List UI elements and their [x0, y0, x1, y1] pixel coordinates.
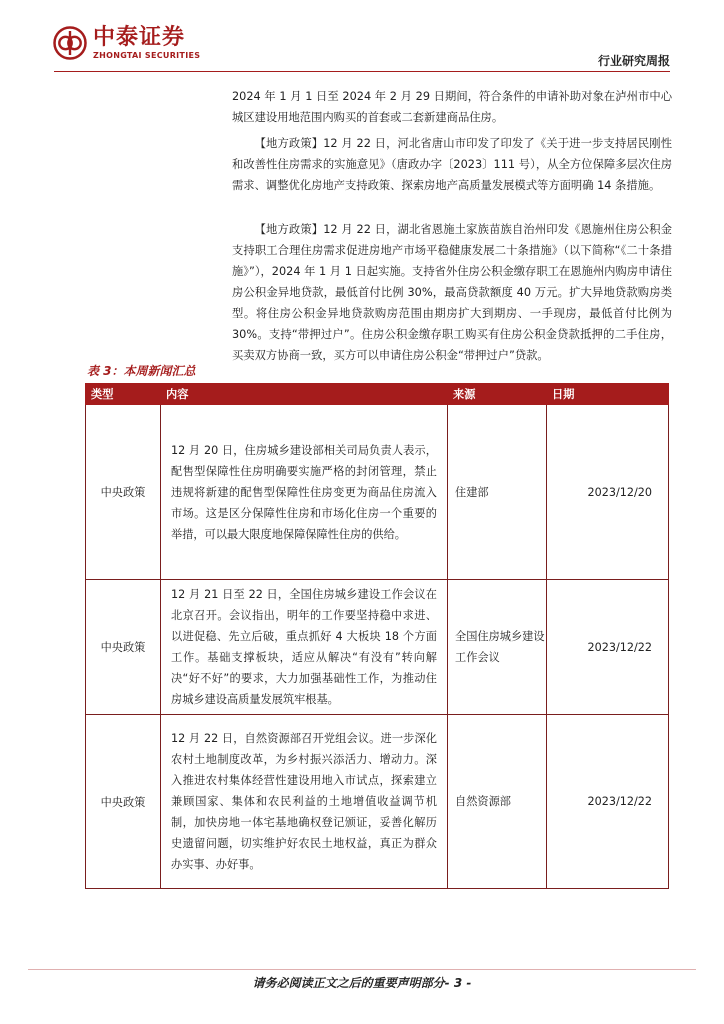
- zhongtai-logo-icon: [53, 26, 87, 60]
- table-row: [86, 580, 669, 715]
- footer-divider: [28, 969, 696, 970]
- table-row: [86, 405, 669, 580]
- cell-source: 住建部: [448, 405, 547, 580]
- brand-name-cn: 中泰证券: [93, 24, 186, 50]
- cell-type: 中央政策: [86, 405, 161, 580]
- cell-date: 2023/12/22: [547, 715, 669, 889]
- footer-disclaimer: 请务必阅读正文之后的重要声明部分- 3 -: [252, 976, 472, 990]
- column-header-type: 类型: [86, 384, 161, 405]
- brand-name-en: ZHONGTAI SECURITIES: [93, 50, 201, 60]
- cell-date: 2023/12/22: [547, 580, 669, 715]
- header-divider: [54, 71, 670, 72]
- table-title: 表 3：本周新闻汇总: [87, 364, 196, 378]
- column-header-content: 内容: [161, 384, 448, 405]
- column-header-date: 日期: [547, 384, 669, 405]
- cell-date: 2023/12/20: [547, 405, 669, 580]
- brand-logo: [53, 26, 200, 60]
- body-paragraph: 【地方政策】12 月 22 日，湖北省恩施土家族苗族自治州印发《恩施州住房公积金支持职工合理住房需求促进房地产市场平稳健康发展二十条措施》（以下简称“《二十条措施》”），2024 年 1 月 1 日起实施。支持省外住房公积金缴存职工在恩施州内购房申请住房公积金异地贷款，最低首付比例 30%，最高贷款额度 40 万元。扩大异地贷款购房类型。将住房公积金异地贷款购房范围由期房扩大到期房、一手现房，最低首付比例为 30%。支持“带押过户”。住房公积金缴存职工购买有住房公积金贷款抵押的二手住房，买卖双方协商一致，买方可以申请住房公积金“带押过户”贷款。: [232, 223, 672, 362]
- body-paragraph: 【地方政策】12 月 22 日，河北省唐山市印发了印发了《关于进一步支持居民刚性和改善性住房需求的实施意见》（唐政办字〔2023〕111 号），从全方位保障多层次住房需求、调整优化房地产支持政策、探索房地产高质量发展模式等方面明确 14 条措施。: [232, 137, 672, 192]
- cell-source: 自然资源部: [448, 715, 547, 889]
- cell-type: 中央政策: [86, 715, 161, 889]
- cell-content: 12 月 22 日，自然资源部召开党组会议。进一步深化农村土地制度改革，为乡村振兴添活力、增动力。深入推进农村集体经营性建设用地入市试点，探索建立兼顾国家、集体和农民利益的土地增值收益调节机制，加快房地一体宅基地确权登记颁证，妥善化解历史遗留问题，切实维护好农民土地权益，真正为群众办实事、办好事。: [161, 715, 448, 889]
- body-paragraph: 2024 年 1 月 1 日至 2024 年 2 月 29 日期间，符合条件的申请补助对象在泸州市中心城区建设用地范围内购买的首套或二套新建商品住房。: [232, 90, 672, 124]
- cell-content: 12 月 21 日至 22 日，全国住房城乡建设工作会议在北京召开。会议指出，明年的工作要坚持稳中求进、以进促稳、先立后破，重点抓好 4 大板块 18 个方面工作。基础支撑板块，适应从解决“有没有”转向解决“好不好”的要求，大力加强基础性工作，为推动住房城乡建设高质量发展筑牢根基。: [161, 580, 448, 715]
- cell-source: 全国住房城乡建设工作会议: [448, 580, 547, 715]
- report-type-label: 行业研究周报: [597, 54, 670, 68]
- news-summary-table: [85, 383, 669, 889]
- cell-type: 中央政策: [86, 580, 161, 715]
- cell-content: 12 月 20 日，住房城乡建设部相关司局负责人表示，配售型保障性住房明确要实施严格的封闭管理，禁止违规将新建的配售型保障性住房变更为商品住房流入市场。这是区分保障性住房和市场化住房一个重要的举措，可以最大限度地保障保障性住房的供给。: [161, 405, 448, 580]
- table-header-row: [86, 384, 669, 405]
- table-row: [86, 715, 669, 889]
- column-header-source: 来源: [448, 384, 547, 405]
